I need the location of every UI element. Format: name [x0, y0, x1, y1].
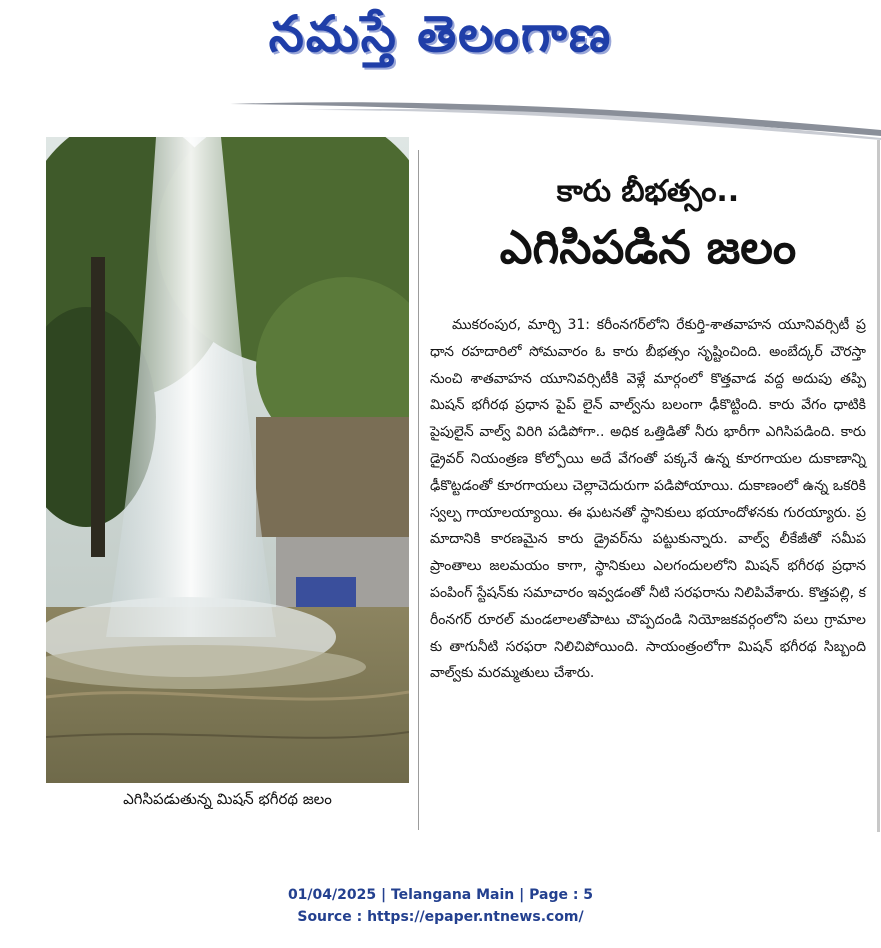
news-photo [46, 137, 409, 783]
newspaper-logo: నమస్తే తెలంగాణ [268, 5, 613, 63]
headline-block [420, 172, 876, 278]
article-body: ముకరంపుర, మార్చి 31: కరీంనగర్‌లోని రేకుర్తి-శాతవాహన యూనివర్సిటీ ప్రధాన రహదారిలో సోమవారం ఓ కారు బీభత్సం సృష్టించింది. అంబేద్కర్ చౌరస్తా నుంచి శాతవాహన యూనివర్సిటీకి వెళ్లే మార్గంలో కొత్తవాడ వద్ద అదుపు తప్పి మిషన్ భగీరథ ప్రధాన పైప్ లైన్ వాల్వ్‌ను బలంగా ఢీకొట్టింది. కారు వేగం ధాటికి పైపులైన్ వాల్వ్ విరిగి పడిపోగా.. అధిక ఒత్తిడితో నీరు భారీగా ఎగిసిపడింది. కారు డ్రైవర్ నియంత్రణ కోల్పోయి అదే వేగంతో పక్కనే ఉన్న కూరగాయల దుకాణాన్ని ఢీకొట్టడంతో కూరగాయలు చెల్లాచెదురుగా పడిపోయాయి. దుకాణంలో ఉన్న ఒకరికి స్వల్ప గాయాలయ్యాయి. ఈ ఘటనతో స్థానికులు భయాందోళనకు గురయ్యారు. ప్రమాదానికి కారణమైన కారు డ్రైవర్‌ను పట్టుకున్నారు. వాల్వ్ లీకేజీతో సమీప ప్రాంతాలు జలమయం కాగా, స్థానికులు ఎలగందులలోని మిషన్ భగీరథ ప్రధాన పంపింగ్ స్టేషన్‌కు సమాచారం ఇవ్వడంతో నీటి సరఫరాను నిలిపివేశారు. కొత్తపల్లి, కరీంనగర్ రూరల్ మండలాలతోపాటు చొప్పదండి నియోజకవర్గంలోని పలు గ్రామాలకు తాగునీటి సరఫరా నిలిచిపోయింది. సాయంత్రంలోగా మిషన్ భగీరథ సిబ్బంది వాల్వ్‌కు మరమ్మతులు చేశారు. [430, 317, 866, 682]
headline: ఎగిసిపడిన జలం [499, 220, 797, 274]
edition-info: 01/04/2025 | Telangana Main | Page : 5 [287, 887, 594, 903]
page-edge-rule [877, 140, 880, 832]
kicker: కారు బీభత్సం.. [556, 174, 740, 209]
photo-caption: ఎగిసిపడుతున్న మిషన్ భగీరథ జలం [123, 790, 332, 808]
footer [0, 884, 881, 928]
column-divider [418, 150, 419, 830]
source-link[interactable]: Source : https://epaper.ntnews.com/ [297, 909, 584, 925]
masthead [0, 0, 881, 70]
